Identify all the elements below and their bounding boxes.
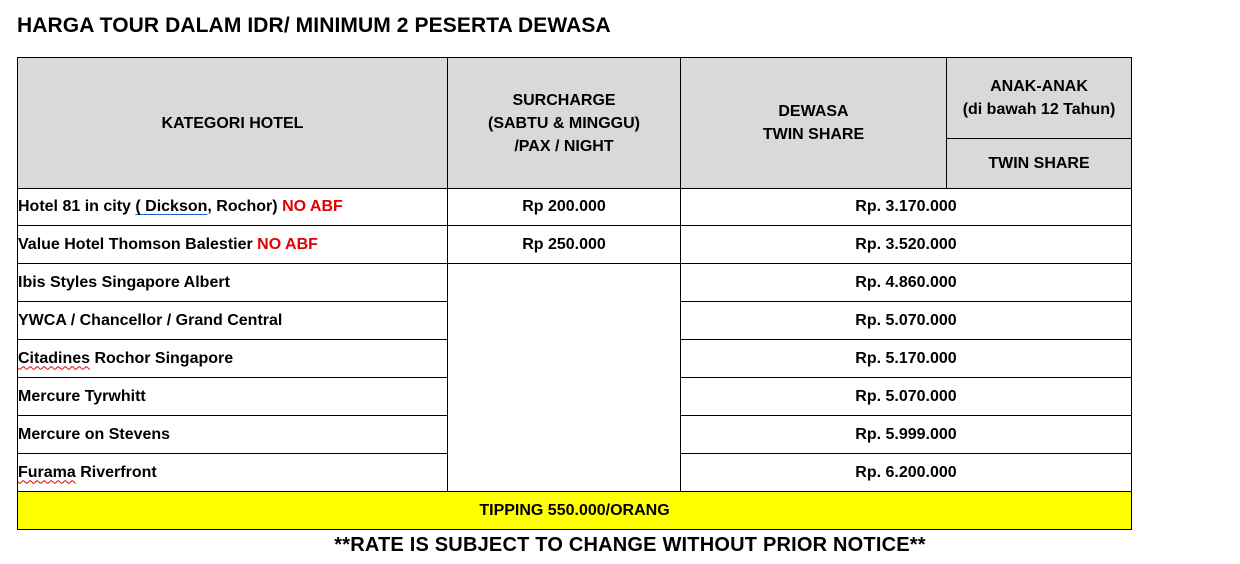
header-surcharge-line1: SURCHARGE [512,91,616,109]
price-cell: Rp. 6.200.000 [681,454,1132,492]
header-row [18,58,1132,139]
hotel-name: Mercure Tyrwhitt [18,378,448,416]
price-cell: Rp. 5.170.000 [681,340,1132,378]
header-surcharge-line3: /PAX / NIGHT [514,137,614,155]
table-row [18,189,1132,226]
surcharge-empty-cell [448,264,681,492]
hotel-name-link: ( Dickson [135,198,208,215]
rate-notice: **RATE IS SUBJECT TO CHANGE WITHOUT PRIOR NOTICE** [334,534,926,556]
hotel-name-rest: , Rochor) [207,198,283,215]
hotel-name: Ibis Styles Singapore Albert [18,264,448,302]
no-abf-note: NO ABF [282,198,343,215]
price-cell: Rp. 5.070.000 [681,302,1132,340]
hotel-name-rest: Riverfront [75,463,157,481]
hotel-name-cell [18,340,448,378]
hotel-name: Hotel 81 in city [18,198,136,215]
surcharge-cell: Rp 250.000 [448,226,681,264]
hotel-name-cell [18,226,448,264]
header-child [947,58,1132,139]
price-table [17,57,1132,530]
price-cell: Rp. 4.860.000 [681,264,1132,302]
hotel-name: Mercure on Stevens [18,416,448,454]
header-adult-line1: DEWASA [778,103,849,120]
price-cell: Rp. 3.170.000 [681,189,1132,226]
table-row [18,264,1132,302]
header-child-twin-share: TWIN SHARE [947,139,1132,189]
price-cell: Rp. 3.520.000 [681,226,1132,264]
price-cell: Rp. 5.999.000 [681,416,1132,454]
header-surcharge-line2: (SABTU & MINGGU) [488,114,640,132]
hotel-name-cell [18,454,448,492]
header-child-line2: (di bawah 12 Tahun) [962,101,1116,118]
header-child-line1: ANAK-ANAK [990,78,1088,95]
header-surcharge [448,58,681,189]
tipping-row [18,492,1132,530]
header-hotel-category: KATEGORI HOTEL [18,58,448,189]
hotel-name-misspelled: Furama [18,463,76,481]
hotel-name: YWCA / Chancellor / Grand Central [18,302,448,340]
hotel-name-rest: Rochor Singapore [90,349,234,367]
table-row [18,226,1132,264]
surcharge-cell: Rp 200.000 [448,189,681,226]
header-adult-line2: TWIN SHARE [762,126,865,143]
price-cell: Rp. 5.070.000 [681,378,1132,416]
hotel-name-cell [18,189,448,226]
no-abf-note: NO ABF [257,235,318,253]
header-adult [681,58,947,189]
tipping-text: TIPPING 550.000/ORANG [18,492,1132,530]
page-title: HARGA TOUR DALAM IDR/ MINIMUM 2 PESERTA DEWASA [17,14,611,37]
hotel-name-misspelled: Citadines [18,349,91,367]
hotel-name: Value Hotel Thomson Balestier [18,235,258,253]
